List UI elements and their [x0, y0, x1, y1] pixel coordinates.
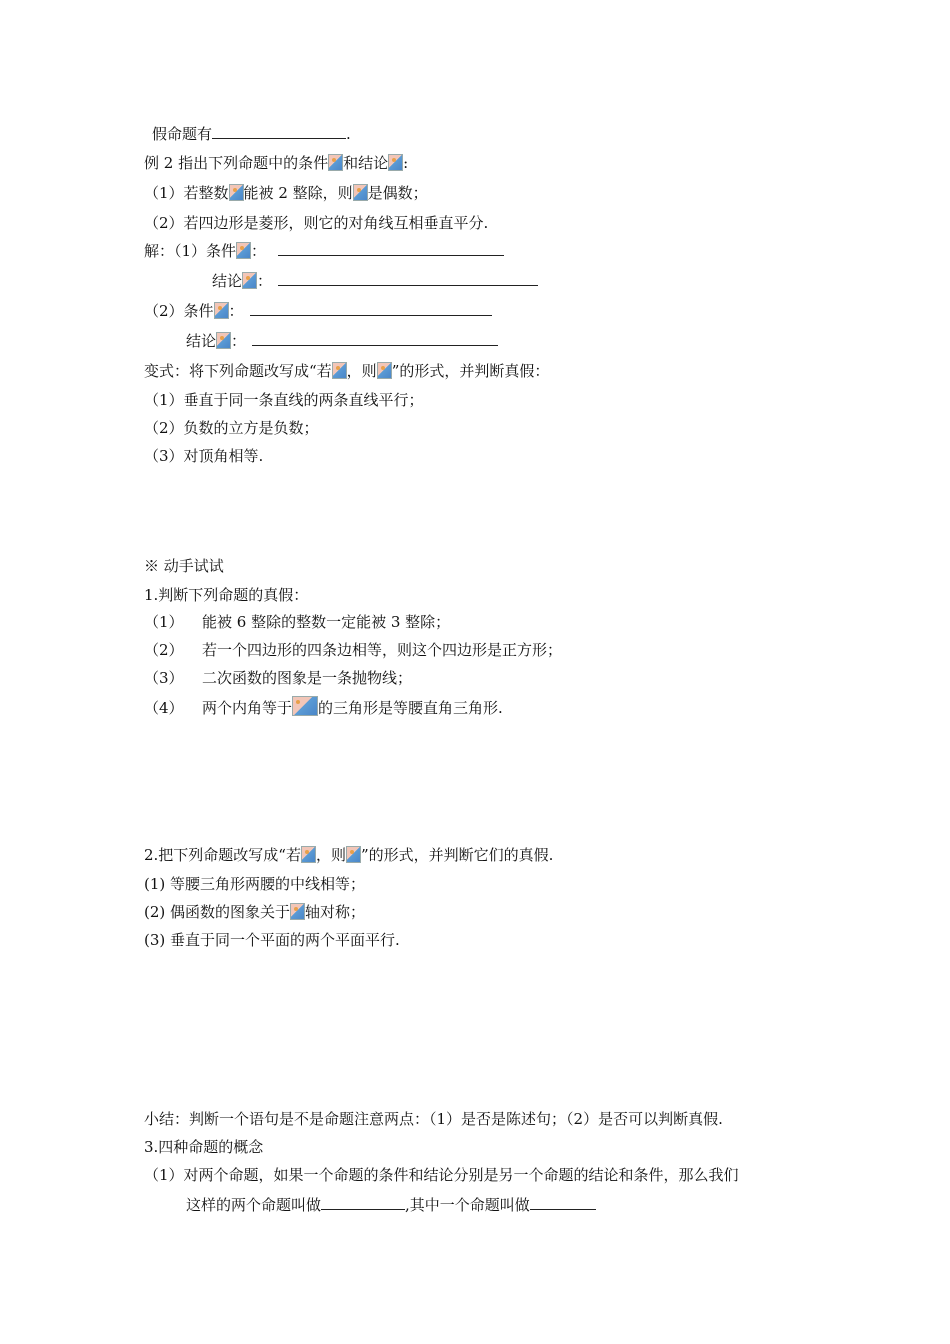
variant-text-c: ”的形式，并判断真假：	[391, 362, 550, 380]
item-text-a: (2) 偶函数的图象关于	[144, 903, 291, 921]
example-2-text-c: :	[403, 154, 409, 172]
colon: ：	[231, 332, 247, 350]
item-text-a: （1）若整数	[144, 184, 229, 202]
condition-blank[interactable]	[250, 300, 492, 316]
solution-condition-2	[144, 300, 492, 321]
item-text: 若一个四边形的四条边相等，则这个四边形是正方形；	[202, 641, 563, 659]
formula-image-icon	[377, 362, 392, 379]
question-1-item-2	[144, 640, 562, 660]
question-1-item-1	[144, 612, 450, 632]
conclusion-blank[interactable]	[252, 330, 498, 346]
item-number: （2）	[144, 641, 184, 659]
period: .	[346, 125, 351, 143]
item-text: （2）若四边形是菱形，则它的对角线互相垂直平分.	[144, 214, 489, 232]
item-text-a: 这样的两个命题叫做	[186, 1196, 322, 1214]
example-2-item-1	[144, 183, 428, 203]
item-text-b: ,其中一个命题叫做	[405, 1196, 530, 1214]
item-text: (3) 垂直于同一个平面的两个平面平行.	[144, 931, 400, 949]
formula-image-icon	[214, 302, 229, 319]
item-text: 二次函数的图象是一条抛物线；	[202, 669, 413, 687]
item-text: （1）对两个命题，如果一个命题的条件和结论分别是另一个命题的结论和条件，那么我们	[144, 1166, 739, 1184]
condition-blank[interactable]	[278, 240, 504, 256]
item-text-b: 轴对称；	[305, 903, 366, 921]
variant-item-text: （2）负数的立方是负数；	[144, 419, 319, 437]
variant-item-text: （1）垂直于同一条直线的两条直线平行；	[144, 391, 424, 409]
item-text-b: 能被 2 整除，则	[243, 184, 353, 202]
example-2-text-a: 例 2 指出下列命题中的条件	[144, 154, 329, 172]
question-2-item-1	[144, 874, 365, 894]
conclusion-blank[interactable]	[278, 270, 538, 286]
answer-blank[interactable]	[212, 123, 346, 139]
question-2-text-a: 2.把下列命题改写成“若	[144, 846, 301, 864]
formula-image-icon	[236, 242, 251, 259]
variant-item-2	[144, 418, 319, 438]
question-1-item-3	[144, 668, 412, 688]
variant-item-1	[144, 390, 424, 410]
colon: ：	[257, 272, 273, 290]
question-1	[144, 585, 308, 605]
item-text: 能被 6 整除的整数一定能被 3 整除；	[202, 613, 451, 631]
formula-image-icon	[388, 154, 403, 171]
item-text-c: 是偶数；	[367, 184, 428, 202]
variant-prompt	[144, 361, 549, 381]
formula-image-icon	[301, 846, 316, 863]
conclusion-label: 结论	[212, 272, 243, 290]
colon: ：	[251, 242, 267, 260]
solution-conclusion-2	[186, 330, 498, 351]
false-propositions-label: 假命题有	[152, 125, 213, 143]
question-3	[144, 1137, 263, 1157]
variant-text-a: 变式：将下列命题改写成“若	[144, 362, 332, 380]
question-2-item-2	[144, 902, 365, 922]
variant-item-3	[144, 446, 263, 466]
item-number: （4）	[144, 699, 184, 717]
colon: ：	[228, 302, 244, 320]
item-text: (1) 等腰三角形两腰的中线相等；	[144, 875, 366, 893]
solution-conclusion-1	[212, 270, 538, 291]
variant-text-b: ，则	[346, 362, 377, 380]
answer-blank[interactable]	[530, 1194, 596, 1210]
conclusion-label: 结论	[186, 332, 217, 350]
example-2-text-b: 和结论	[343, 154, 389, 172]
formula-image-icon	[292, 696, 318, 716]
try-heading	[144, 556, 224, 576]
question-2	[144, 845, 553, 865]
formula-image-icon	[346, 846, 361, 863]
formula-image-icon	[328, 154, 343, 171]
question-3-item-1	[144, 1165, 739, 1185]
solution-condition-1	[144, 240, 504, 261]
variant-item-text: （3）对顶角相等.	[144, 447, 264, 465]
answer-blank[interactable]	[321, 1194, 405, 1210]
formula-image-icon	[216, 332, 231, 349]
try-heading-text: ※ 动手试试	[144, 557, 224, 575]
formula-image-icon	[229, 184, 244, 201]
example-2-prompt	[144, 153, 408, 173]
summary-text: 小结：判断一个语句是不是命题注意两点：（1）是否是陈述句；（2）是否可以判断真假.	[144, 1110, 723, 1128]
formula-image-icon	[290, 903, 305, 920]
summary	[144, 1109, 723, 1129]
question-2-item-3	[144, 930, 400, 950]
question-3-text: 3.四种命题的概念	[144, 1138, 264, 1156]
question-1-item-4	[144, 696, 503, 718]
item-text-b: 的三角形是等腰直角三角形.	[318, 699, 503, 717]
formula-image-icon	[242, 272, 257, 289]
false-propositions-line	[152, 123, 351, 144]
question-1-text: 1.判断下列命题的真假：	[144, 586, 309, 604]
formula-image-icon	[332, 362, 347, 379]
example-2-item-2	[144, 213, 488, 233]
condition-label: （2）条件	[144, 302, 214, 320]
question-2-text-b: ，则	[315, 846, 346, 864]
item-number: （1）	[144, 613, 184, 631]
item-number: （3）	[144, 669, 184, 687]
item-text-a: 两个内角等于	[202, 699, 293, 717]
solution-label: 解：（1）条件	[144, 242, 237, 260]
formula-image-icon	[353, 184, 368, 201]
question-2-text-c: ”的形式，并判断它们的真假.	[361, 846, 554, 864]
question-3-item-1-cont	[186, 1194, 596, 1215]
